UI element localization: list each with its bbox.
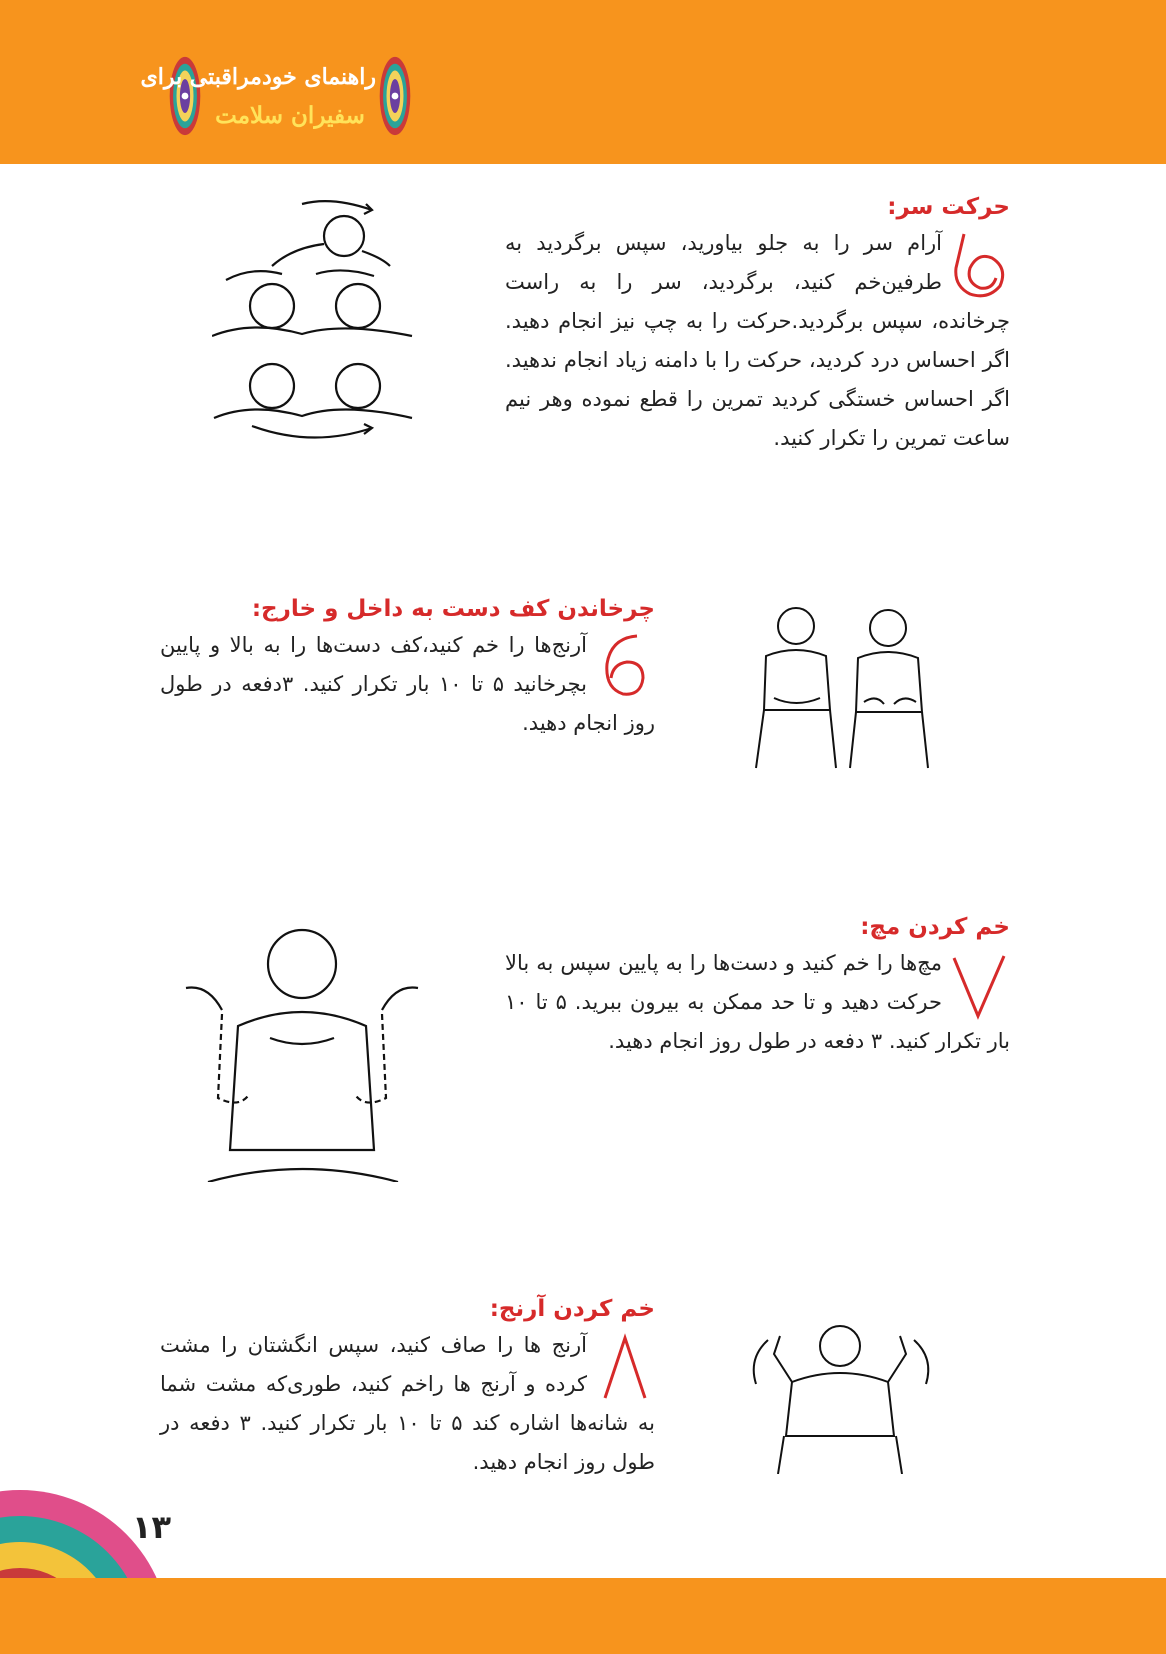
page-number: ۱۳ [132,1508,172,1546]
exercise-8-title: خم کردن آرنج: [489,1296,655,1322]
footer-band [0,1578,1166,1654]
elbow-flexion-illustration [738,1318,944,1474]
exercise-6-number-icon [593,630,655,704]
exercise-6-section [160,592,655,743]
exercise-7-text: مچ‌ها را خم کنید و دست‌ها را به پایین سپس به بالا حرکت دهید و تا حد ممکن به بیرون ببرید. ۵ تا ۱۰ بار تکرار کنید. ۳ دفعه در طول روز انجام دهید. [505,951,1010,1053]
exercise-8-section [160,1292,655,1482]
exercise-5-title: حرکت سر: [887,194,1010,220]
logo-title: راهنمای خودمراقبتی برای [140,64,376,90]
exercise-7-section [505,910,1010,1061]
exercise-6-text: آرنج‌ها را خم کنید،کف دست‌ها را به بالا و پایین بچرخانید ۵ تا ۱۰ بار تکرار کنید. ۳دفعه در طول روز انجام دهید. [160,633,655,735]
head-movement-illustration [212,196,437,448]
logo-subtitle: سفیران سلامت [215,102,365,129]
exercise-7-title: خم کردن مچ: [860,914,1010,940]
book-logo [140,52,412,142]
mandala-right-icon [378,52,412,140]
exercise-5-text: آرام سر را به جلو بیاورید، سپس برگردید به طرفین‌خم کنید، برگردید، سر را به راست چرخانده، سپس برگردید.حرکت را به چپ نیز انجام دهید. اگر احساس درد کردید، حرکت را با دامنه زیاد انجام ندهید. اگر احساس خستگی کردید تمرین را قطع نموده وهر نیم ساعت تمرین را تکرار کنید. [505,231,1010,450]
exercise-8-text: آرنج ها را صاف کنید، سپس انگشتان را مشت کرده و آرنج ها راخم کنید، طوری‌که مشت شما به شانه‌ها اشاره کند ۵ تا ۱۰ بار تکرار کنید. ۳ دفعه در طول روز انجام دهید. [160,1333,656,1474]
wrist-flexion-illustration [178,918,426,1182]
exercise-7-number-icon [948,948,1010,1022]
exercise-8-number-icon [593,1330,655,1404]
exercise-5-section [505,190,1010,458]
exercise-5-number-icon [948,228,1010,302]
exercise-6-title: چرخاندن کف دست به داخل و خارج: [251,596,655,622]
forearm-rotation-illustration [744,598,940,770]
